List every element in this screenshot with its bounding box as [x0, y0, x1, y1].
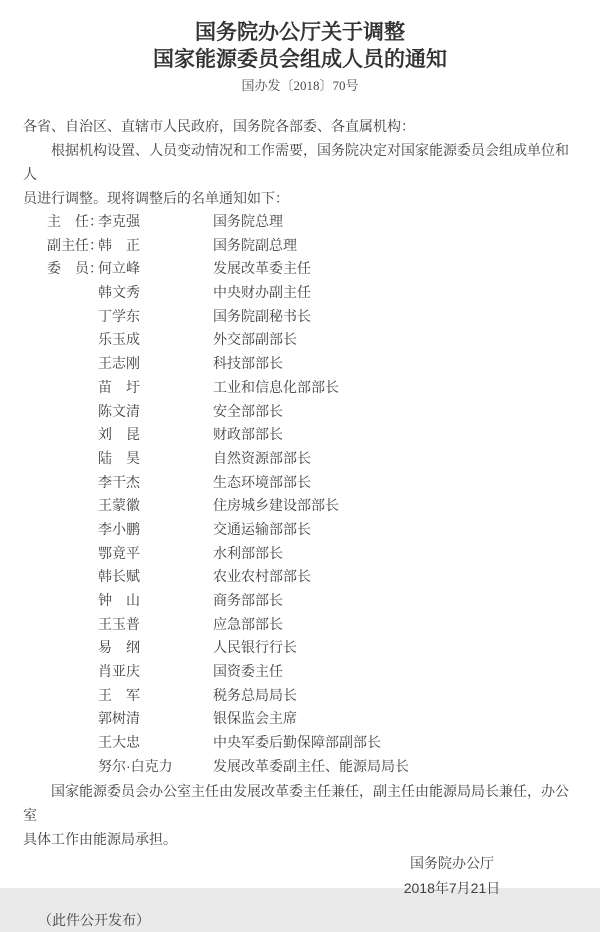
roster-row — [0, 755, 600, 779]
member-name: 陈文清 — [98, 402, 140, 419]
member-name: 郭树清 — [98, 710, 140, 727]
member-name: 肖亚庆 — [98, 663, 140, 680]
member-position-title: 人民银行行长 — [213, 639, 297, 656]
closing-paragraph-line2: 具体工作由能源局承担。 — [23, 830, 177, 847]
member-position-title: 发展改革委副主任、能源局局长 — [213, 757, 409, 774]
issue-date: 2018年7月21日 — [403, 879, 501, 896]
committee-roster — [0, 210, 600, 779]
member-name: 刘 昆 — [98, 426, 140, 443]
document-title-line1: 国务院办公厅关于调整 — [195, 21, 405, 44]
document-number: 国办发〔2018〕70号 — [241, 78, 359, 93]
member-name: 努尔·白克力 — [98, 757, 173, 774]
roster-row — [0, 447, 600, 471]
roster-row — [0, 471, 600, 495]
member-role-label: 主 任： — [47, 213, 103, 229]
member-position-title: 自然资源部部长 — [213, 449, 311, 466]
member-name: 陆 昊 — [98, 449, 140, 466]
roster-row — [0, 305, 600, 329]
member-position-title: 农业农村部部长 — [213, 568, 311, 585]
roster-row — [0, 542, 600, 566]
roster-row — [0, 707, 600, 731]
member-name: 王蒙徽 — [98, 497, 140, 514]
member-position-title: 交通运输部部长 — [213, 520, 311, 537]
member-name: 韩 正 — [98, 236, 140, 253]
member-name: 鄂竟平 — [98, 544, 140, 561]
roster-row — [0, 328, 600, 352]
member-position-title: 国务院总理 — [213, 213, 283, 229]
intro-paragraph-line1: 根据机构设置、人员变动情况和工作需要，国务院决定对国家能源委员会组成单位和人 — [23, 142, 569, 182]
member-position-title: 住房城乡建设部部长 — [213, 497, 339, 514]
member-role-label: 委 员： — [47, 260, 103, 277]
roster-row — [0, 565, 600, 589]
member-name: 李小鹏 — [98, 520, 140, 537]
member-name: 丁学东 — [98, 307, 140, 324]
roster-row — [0, 731, 600, 755]
public-release-note: （此件公开发布） — [38, 911, 150, 928]
member-position-title: 国资委主任 — [213, 663, 283, 680]
closing-paragraph-line1: 国家能源委员会办公室主任由发展改革委主任兼任，副主任由能源局局长兼任，办公室 — [23, 782, 569, 823]
member-name: 王大忠 — [98, 734, 140, 751]
member-position-title: 商务部部长 — [213, 592, 283, 608]
issuing-office-signature: 国务院办公厅 — [410, 854, 494, 871]
roster-row — [0, 684, 600, 708]
member-name: 钟 山 — [98, 592, 140, 608]
roster-row — [0, 281, 600, 305]
member-position-title: 工业和信息化部部长 — [213, 378, 339, 395]
member-name: 何立峰 — [98, 260, 140, 277]
member-position-title: 国务院副总理 — [213, 236, 297, 253]
member-position-title: 水利部部长 — [213, 544, 283, 561]
roster-row — [0, 234, 600, 258]
roster-row — [0, 400, 600, 424]
member-position-title: 税务总局局长 — [213, 686, 297, 703]
member-name: 易 纲 — [98, 639, 140, 656]
roster-row — [0, 376, 600, 400]
member-position-title: 发展改革委主任 — [213, 260, 311, 277]
roster-row — [0, 636, 600, 660]
document-title-line2: 国家能源委员会组成人员的通知 — [153, 48, 447, 71]
roster-row — [0, 660, 600, 684]
member-position-title: 安全部部长 — [213, 402, 283, 419]
member-name: 韩文秀 — [98, 284, 140, 301]
roster-row — [0, 423, 600, 447]
roster-row — [0, 210, 600, 234]
member-position-title: 银保监会主席 — [213, 710, 297, 727]
roster-row — [0, 589, 600, 613]
roster-row — [0, 352, 600, 376]
member-name: 王玉普 — [98, 615, 140, 632]
roster-row — [0, 257, 600, 281]
member-name: 乐玉成 — [98, 331, 140, 348]
member-name: 苗 圩 — [98, 378, 140, 395]
member-role-label: 副主任： — [47, 236, 103, 253]
document-header — [0, 0, 600, 94]
roster-row — [0, 518, 600, 542]
member-name: 李克强 — [98, 213, 140, 229]
member-name: 李干杰 — [98, 473, 140, 490]
member-name: 韩长赋 — [98, 568, 140, 585]
member-position-title: 中央军委后勤保障部副部长 — [213, 734, 381, 751]
member-position-title: 科技部部长 — [213, 355, 283, 372]
member-position-title: 应急部部长 — [213, 615, 283, 632]
member-position-title: 财政部部长 — [213, 426, 283, 443]
intro-paragraph-line2: 员进行调整。现将调整后的名单通知如下： — [23, 190, 289, 206]
roster-row — [0, 494, 600, 518]
member-name: 王志刚 — [98, 355, 140, 372]
signature-block — [392, 851, 512, 901]
member-name: 王 军 — [98, 686, 140, 703]
roster-row — [0, 613, 600, 637]
member-position-title: 国务院副秘书长 — [213, 307, 311, 324]
addressee-line: 各省、自治区、直辖市人民政府，国务院各部委、各直属机构： — [23, 118, 415, 134]
member-position-title: 生态环境部部长 — [213, 473, 311, 490]
member-position-title: 中央财办副主任 — [213, 284, 311, 301]
member-position-title: 外交部副部长 — [213, 331, 297, 348]
